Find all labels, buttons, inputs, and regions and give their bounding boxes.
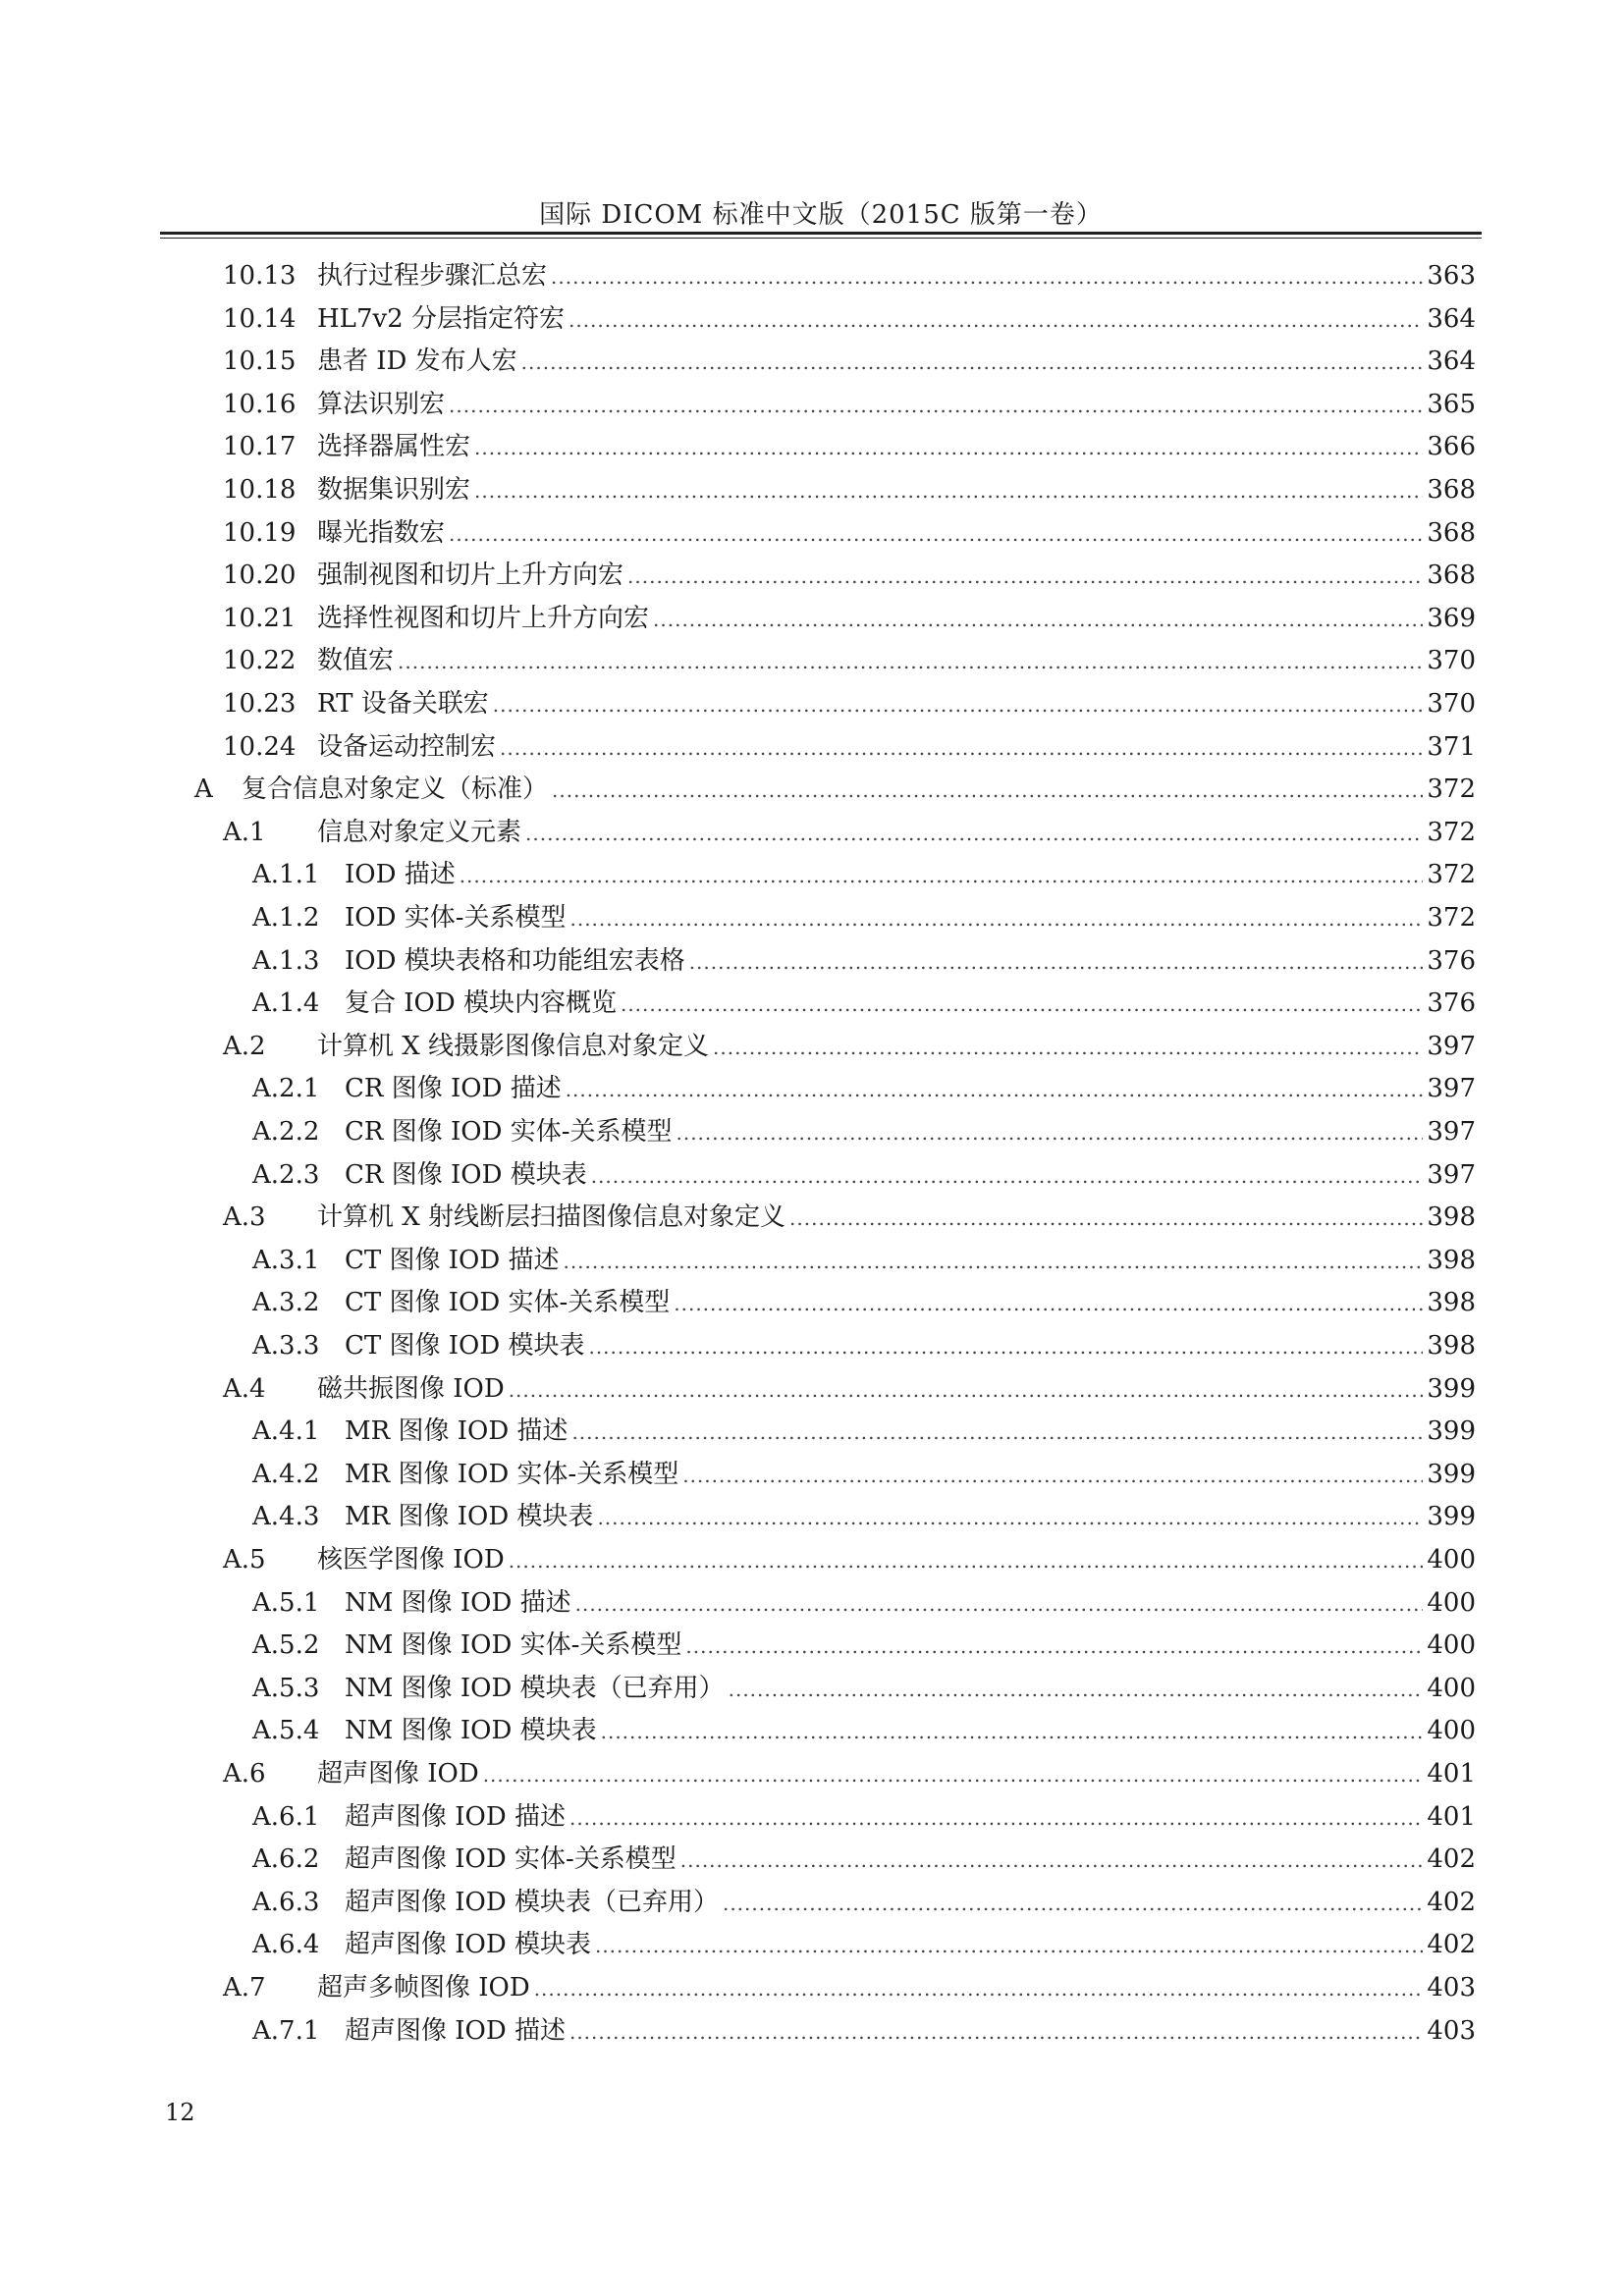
toc-entry-title: 曝光指数宏 bbox=[317, 517, 446, 548]
toc-entry[interactable] bbox=[252, 896, 1476, 939]
toc-entry-number: A.3.2 bbox=[252, 1288, 320, 1318]
toc-entry-title: NM 图像 IOD 模块表 bbox=[345, 1716, 597, 1746]
toc-entry-title: CR 图像 IOD 实体-关系模型 bbox=[345, 1117, 673, 1147]
toc-entry-title: CT 图像 IOD 实体-关系模型 bbox=[345, 1288, 671, 1318]
toc-entry-title: CT 图像 IOD 描述 bbox=[345, 1245, 560, 1275]
dot-leader bbox=[685, 1625, 1423, 1668]
toc-entry-page: 372 bbox=[1427, 860, 1476, 890]
dot-leader bbox=[568, 298, 1423, 342]
dot-leader bbox=[627, 555, 1423, 598]
toc-entry-page: 365 bbox=[1427, 389, 1476, 419]
dot-leader bbox=[713, 1026, 1423, 1069]
toc-entry-title: IOD 实体-关系模型 bbox=[345, 903, 567, 933]
toc-entry-title: 复合 IOD 模块内容概览 bbox=[345, 988, 617, 1019]
toc-entry-page: 402 bbox=[1427, 1930, 1476, 1960]
toc-entry-title: MR 图像 IOD 实体-关系模型 bbox=[345, 1459, 679, 1489]
toc-entry-page: 399 bbox=[1427, 1459, 1476, 1489]
toc-entry-number: 10.18 bbox=[223, 475, 297, 505]
toc-entry[interactable] bbox=[252, 1923, 1476, 1966]
toc-entry-page: 400 bbox=[1427, 1587, 1476, 1618]
toc-entry-number: 10.14 bbox=[223, 303, 297, 334]
dot-leader bbox=[566, 1068, 1424, 1111]
toc-entry[interactable] bbox=[252, 982, 1476, 1025]
toc-entry[interactable] bbox=[223, 383, 1476, 426]
toc-entry-page: 400 bbox=[1427, 1673, 1476, 1703]
dot-leader bbox=[621, 983, 1423, 1026]
toc-entry[interactable] bbox=[223, 297, 1476, 341]
toc-entry-number: A.5.4 bbox=[252, 1716, 320, 1746]
toc-entry-title: 数值宏 bbox=[317, 646, 395, 676]
toc-entry-title: CR 图像 IOD 模块表 bbox=[345, 1159, 587, 1190]
toc-entry[interactable] bbox=[252, 1239, 1476, 1282]
toc-entry-title: NM 图像 IOD 模块表（已弃用） bbox=[345, 1673, 725, 1703]
toc-entry-number: 10.15 bbox=[223, 347, 297, 377]
toc-entry-page: 399 bbox=[1427, 1416, 1476, 1447]
toc-entry-title: CR 图像 IOD 描述 bbox=[345, 1074, 562, 1104]
toc-entry-number: A.4.2 bbox=[252, 1459, 320, 1489]
toc-entry-title: 选择器属性宏 bbox=[317, 432, 471, 462]
toc-entry-page: 370 bbox=[1427, 646, 1476, 676]
dot-leader bbox=[500, 726, 1423, 770]
running-header: 国际 DICOM 标准中文版（2015C 版第一卷） bbox=[539, 200, 1103, 230]
toc-entry-title: 执行过程步骤汇总宏 bbox=[317, 261, 548, 291]
dot-leader bbox=[676, 1111, 1423, 1154]
toc-entry-number: 10.22 bbox=[223, 646, 297, 676]
toc-entry[interactable] bbox=[252, 1453, 1476, 1496]
toc-entry-page: 401 bbox=[1427, 1759, 1476, 1789]
toc-entry[interactable] bbox=[252, 1153, 1476, 1197]
dot-leader bbox=[689, 940, 1424, 984]
toc-entry-page: 370 bbox=[1427, 689, 1476, 719]
toc-entry-number: A bbox=[194, 774, 213, 805]
dot-leader bbox=[449, 384, 1423, 427]
toc-entry-number: 10.20 bbox=[223, 561, 297, 591]
dot-leader bbox=[789, 1197, 1423, 1240]
toc-entry-number: A.5.1 bbox=[252, 1587, 320, 1618]
toc-entry-page: 402 bbox=[1427, 1887, 1476, 1917]
toc-entry[interactable] bbox=[223, 1025, 1476, 1068]
toc-entry-number: A.1.2 bbox=[252, 903, 320, 933]
dot-leader bbox=[595, 1924, 1423, 1967]
toc-entry[interactable] bbox=[252, 1795, 1476, 1839]
toc-entry-title: 超声图像 IOD 模块表（已弃用） bbox=[345, 1887, 719, 1917]
toc-entry[interactable] bbox=[252, 1709, 1476, 1752]
dot-leader bbox=[509, 1368, 1424, 1412]
toc-entry-title: NM 图像 IOD 描述 bbox=[345, 1587, 571, 1618]
dot-leader bbox=[569, 1796, 1423, 1840]
toc-entry-number: A.1.3 bbox=[252, 945, 320, 976]
toc-entry-page: 366 bbox=[1427, 432, 1476, 462]
toc-entry-page: 400 bbox=[1427, 1716, 1476, 1746]
toc-entry-title: NM 图像 IOD 实体-关系模型 bbox=[345, 1630, 682, 1661]
dot-leader bbox=[682, 1454, 1423, 1497]
toc-entry-title: 复合信息对象定义（标准） bbox=[242, 774, 549, 805]
toc-entry-page: 401 bbox=[1427, 1801, 1476, 1832]
toc-entry-page: 398 bbox=[1427, 1245, 1476, 1275]
toc-entry[interactable] bbox=[252, 1281, 1476, 1324]
toc-entry-number: 10.19 bbox=[223, 517, 297, 548]
toc-entry-number: A.6.3 bbox=[252, 1887, 320, 1917]
dot-leader bbox=[571, 1411, 1423, 1454]
toc-entry-number: A.5 bbox=[223, 1545, 266, 1575]
toc-entry-number: 10.21 bbox=[223, 603, 297, 633]
toc-entry-number: A.2.1 bbox=[252, 1074, 320, 1104]
toc-entry[interactable] bbox=[194, 768, 1476, 811]
toc-entry-title: 超声多帧图像 IOD bbox=[317, 1973, 530, 2002]
dot-leader bbox=[601, 1710, 1424, 1753]
toc-entry[interactable] bbox=[252, 1495, 1476, 1538]
toc-entry[interactable] bbox=[252, 1324, 1476, 1367]
toc-entry-number: 10.16 bbox=[223, 389, 297, 419]
toc-entry[interactable] bbox=[223, 639, 1476, 682]
toc-entry-title: 超声图像 IOD 描述 bbox=[345, 1801, 566, 1832]
toc-entry-title: 核医学图像 IOD bbox=[317, 1545, 505, 1575]
toc-entry-page: 369 bbox=[1427, 603, 1476, 633]
toc-entry-page: 397 bbox=[1427, 1159, 1476, 1190]
toc-entry-page: 372 bbox=[1427, 774, 1476, 805]
toc-entry-number: A.3 bbox=[223, 1202, 266, 1233]
toc-entry[interactable] bbox=[223, 682, 1476, 725]
toc-entry-title: 选择性视图和切片上升方向宏 bbox=[317, 603, 650, 633]
header-rule-thin bbox=[160, 238, 1482, 239]
toc-entry[interactable] bbox=[223, 1196, 1476, 1239]
dot-leader bbox=[723, 1882, 1423, 1925]
toc-entry-number: A.2.2 bbox=[252, 1117, 320, 1147]
toc-entry-page: 371 bbox=[1427, 731, 1476, 762]
toc-entry[interactable] bbox=[223, 468, 1476, 511]
toc-entry-number: A.1.4 bbox=[252, 988, 320, 1019]
toc-entry-number: A.4.3 bbox=[252, 1502, 320, 1532]
toc-entry[interactable] bbox=[223, 1367, 1476, 1411]
dot-leader bbox=[674, 1282, 1423, 1325]
toc-entry-page: 368 bbox=[1427, 475, 1476, 505]
toc-entry-number: 10.24 bbox=[223, 731, 297, 762]
toc-entry-number: 10.13 bbox=[223, 261, 297, 291]
toc-entry[interactable] bbox=[252, 1624, 1476, 1667]
dot-leader bbox=[653, 598, 1423, 641]
dot-leader bbox=[552, 769, 1423, 812]
toc-entry[interactable] bbox=[223, 425, 1476, 468]
toc-entry-number: 10.17 bbox=[223, 432, 297, 462]
dot-leader bbox=[483, 1753, 1424, 1796]
toc-entry-page: 363 bbox=[1427, 261, 1476, 291]
dot-leader bbox=[569, 2010, 1423, 2054]
toc-entry-page: 397 bbox=[1427, 1074, 1476, 1104]
toc-entry[interactable] bbox=[252, 1410, 1476, 1453]
header-rule-thick bbox=[160, 232, 1482, 235]
toc-entry-title: 磁共振图像 IOD bbox=[317, 1373, 505, 1404]
dot-leader bbox=[588, 1325, 1423, 1368]
toc-entry-page: 368 bbox=[1427, 561, 1476, 591]
dot-leader bbox=[521, 341, 1424, 384]
toc-entry-number: A.7.1 bbox=[252, 2015, 320, 2046]
toc-entry[interactable] bbox=[252, 2009, 1476, 2053]
dot-leader bbox=[474, 469, 1423, 512]
toc-entry-number: A.5.2 bbox=[252, 1630, 320, 1661]
toc-entry-page: 398 bbox=[1427, 1331, 1476, 1361]
toc-entry-page: 397 bbox=[1427, 1031, 1476, 1061]
dot-leader bbox=[551, 255, 1423, 298]
toc-entry-number: A.6.4 bbox=[252, 1930, 320, 1960]
dot-leader bbox=[591, 1154, 1424, 1198]
toc-entry-number: A.3.3 bbox=[252, 1331, 320, 1361]
toc-entry-page: 372 bbox=[1427, 903, 1476, 933]
toc-entry-page: 376 bbox=[1427, 945, 1476, 976]
toc-entry-title: 算法识别宏 bbox=[317, 389, 446, 419]
toc-entry[interactable] bbox=[223, 725, 1476, 769]
toc-entry-title: 超声图像 IOD bbox=[317, 1759, 479, 1789]
dot-leader bbox=[534, 1967, 1424, 2010]
toc-entry[interactable] bbox=[223, 597, 1476, 640]
toc-entry-number: A.1 bbox=[223, 817, 266, 847]
toc-entry-title: IOD 模块表格和功能组宏表格 bbox=[345, 945, 685, 976]
toc-entry[interactable] bbox=[252, 1110, 1476, 1153]
toc-entry-page: 376 bbox=[1427, 988, 1476, 1019]
toc-entry-number: A.1.1 bbox=[252, 860, 320, 890]
toc-entry-number: A.6 bbox=[223, 1759, 266, 1789]
toc-entry-number: A.3.1 bbox=[252, 1245, 320, 1275]
toc-entry-page: 364 bbox=[1427, 347, 1476, 377]
toc-entry[interactable] bbox=[223, 1538, 1476, 1581]
toc-entry-page: 403 bbox=[1427, 1973, 1476, 2002]
toc-entry[interactable] bbox=[252, 1067, 1476, 1110]
dot-leader bbox=[460, 854, 1424, 897]
toc-entry[interactable] bbox=[223, 1966, 1476, 2009]
toc-entry-number: A.4 bbox=[223, 1373, 266, 1404]
toc-entry[interactable] bbox=[223, 1752, 1476, 1795]
toc-entry-page: 399 bbox=[1427, 1373, 1476, 1404]
page-number: 12 bbox=[165, 2099, 195, 2126]
toc-entry-title: CT 图像 IOD 模块表 bbox=[345, 1331, 585, 1361]
toc-entry-page: 402 bbox=[1427, 1844, 1476, 1875]
toc-entry-title: 超声图像 IOD 实体-关系模型 bbox=[345, 1844, 677, 1875]
toc-entry-number: A.2 bbox=[223, 1031, 266, 1061]
toc-entry-number: A.6.1 bbox=[252, 1801, 320, 1832]
toc-entry-title: HL7v2 分层指定符宏 bbox=[317, 303, 565, 334]
toc-entry-title: 计算机 X 线摄影图像信息对象定义 bbox=[317, 1031, 710, 1061]
toc-entry-title: 信息对象定义元素 bbox=[317, 817, 522, 847]
toc-entry[interactable] bbox=[252, 1667, 1476, 1710]
toc-entry[interactable] bbox=[223, 511, 1476, 555]
dot-leader bbox=[729, 1668, 1424, 1711]
toc-entry-page: 372 bbox=[1427, 817, 1476, 847]
dot-leader bbox=[575, 1582, 1424, 1626]
toc-entry-title: 超声图像 IOD 描述 bbox=[345, 2015, 566, 2046]
toc-entry-title: 计算机 X 射线断层扫描图像信息对象定义 bbox=[317, 1202, 786, 1233]
toc-entry-number: 10.23 bbox=[223, 689, 297, 719]
toc-entry-page: 400 bbox=[1427, 1545, 1476, 1575]
dot-leader bbox=[509, 1539, 1424, 1582]
toc-entry-title: MR 图像 IOD 描述 bbox=[345, 1416, 568, 1447]
toc-entry-title: IOD 描述 bbox=[345, 860, 456, 890]
toc-entry-page: 368 bbox=[1427, 517, 1476, 548]
toc-entry[interactable] bbox=[252, 1838, 1476, 1881]
dot-leader bbox=[449, 512, 1423, 556]
toc-entry-number: A.7 bbox=[223, 1973, 266, 2002]
toc-entry-number: A.4.1 bbox=[252, 1416, 320, 1447]
toc-entry-page: 398 bbox=[1427, 1202, 1476, 1233]
dot-leader bbox=[569, 897, 1423, 940]
toc-entry[interactable] bbox=[223, 811, 1476, 854]
toc-entry-title: 强制视图和切片上升方向宏 bbox=[317, 561, 624, 591]
toc-entry-title: 患者 ID 发布人宏 bbox=[317, 347, 517, 377]
toc-entry[interactable] bbox=[223, 340, 1476, 383]
toc-entry-page: 398 bbox=[1427, 1288, 1476, 1318]
toc-entry[interactable] bbox=[252, 1581, 1476, 1625]
toc-entry-title: RT 设备关联宏 bbox=[317, 689, 489, 719]
dot-leader bbox=[474, 426, 1423, 469]
dot-leader bbox=[563, 1240, 1423, 1283]
toc-entry-page: 399 bbox=[1427, 1502, 1476, 1532]
toc-entry[interactable] bbox=[252, 939, 1476, 983]
toc-entry-title: 设备运动控制宏 bbox=[317, 731, 497, 762]
toc-entry-number: A.6.2 bbox=[252, 1844, 320, 1875]
toc-entry-page: 400 bbox=[1427, 1630, 1476, 1661]
dot-leader bbox=[597, 1496, 1423, 1539]
toc-entry-page: 364 bbox=[1427, 303, 1476, 334]
dot-leader bbox=[493, 683, 1424, 726]
dot-leader bbox=[398, 640, 1423, 683]
toc-entry[interactable] bbox=[252, 853, 1476, 896]
toc-entry[interactable] bbox=[223, 554, 1476, 597]
toc-entry-number: A.2.3 bbox=[252, 1159, 320, 1190]
toc-entry[interactable] bbox=[252, 1881, 1476, 1924]
toc-entry-title: 数据集识别宏 bbox=[317, 475, 471, 505]
toc-entry[interactable] bbox=[223, 254, 1476, 297]
toc-entry-title: MR 图像 IOD 模块表 bbox=[345, 1502, 594, 1532]
dot-leader bbox=[525, 812, 1423, 855]
toc-entry-page: 403 bbox=[1427, 2015, 1476, 2046]
dot-leader bbox=[680, 1839, 1424, 1882]
toc-entry-number: A.5.3 bbox=[252, 1673, 320, 1703]
toc-entry-title: 超声图像 IOD 模块表 bbox=[345, 1930, 591, 1960]
toc-entry-page: 397 bbox=[1427, 1117, 1476, 1147]
